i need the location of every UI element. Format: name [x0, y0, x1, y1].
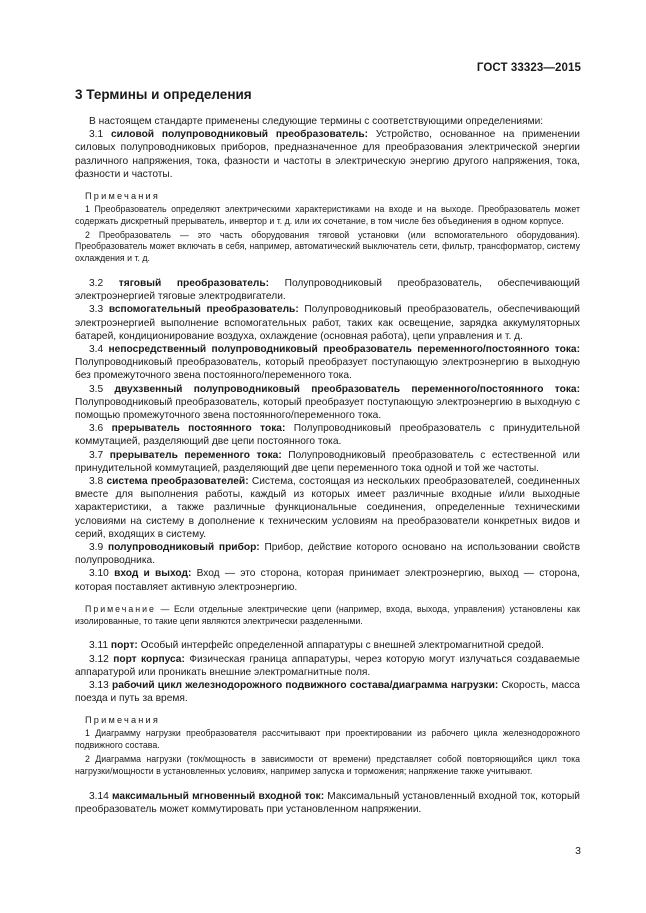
term-number: 3.3: [89, 304, 104, 316]
term-3-7: [75, 449, 580, 475]
term-definition: Физическая граница аппаратуры, через которую могут излучаться создаваемые аппаратурой или проникать внешние электромагнитные поля.: [75, 653, 580, 678]
term-3-5: [75, 383, 580, 423]
term-name: полупроводниковый прибор:: [107, 542, 260, 554]
intro-paragraph: В настоящем стандарте применены следующие термины с соответствующими определениями:: [89, 116, 544, 127]
term-definition: Полупроводниковый преобразователь с естественной или принудительной коммутацией, разделяющий две цепи переменного тока одной и той же частоты.: [75, 449, 580, 474]
term-definition: Скорость, масса поезда и путь за время.: [75, 680, 580, 705]
term-number: 3.2: [89, 278, 104, 289]
term-definition: Устройство, основанное на применении силовых полупроводниковых приборов, предназначенное для преобразования электрической энергии различного напряжения, тока, фазности и частоты в электрическую энергию другого напряжения, тока, фазности и частоты.: [75, 129, 580, 180]
term-definition: Полупроводниковый преобразователь, который преобразует поступающую электроэнергию в выходную без промежуточного звена постоянного/переменного тока.: [75, 357, 580, 382]
term-name: вспомогательный преобразователь:: [108, 304, 299, 316]
term-number: 3.13: [89, 680, 109, 692]
term-name: непосредственный полупроводниковый преобразователь переменного/постоянного тока:: [108, 344, 580, 356]
term-definition: Вход — это сторона, которая принимает электроэнергию, выход — сторона, которая поставляет активную электроэнергию.: [75, 568, 580, 593]
term-name: порт:: [110, 640, 138, 652]
term-name: система преобразователей:: [106, 476, 249, 488]
term-3-1: [75, 128, 580, 181]
standard-number: ГОСТ 33323—2015: [476, 62, 581, 74]
term-3-6: [75, 422, 580, 448]
notes-block-1: [75, 191, 580, 265]
term-3-3: [75, 303, 580, 343]
term-3-4: [75, 343, 580, 383]
term-definition: Полупроводниковый преобразователь, который преобразует поступающую электроэнергию в выходную с помощью промежуточного звена постоянного/переменного тока.: [75, 396, 580, 422]
term-number: 3.14: [89, 790, 109, 802]
note-item: 1 Диаграмму нагрузки преобразователя рассчитывают при проектировании из рабочего цикла железнодорожного подвижного состава.: [75, 728, 580, 751]
term-3-8: [75, 475, 580, 541]
term-number: 3.5: [89, 383, 104, 395]
term-definition: Максимальный установленный входной ток, который преобразователь может коммутировать при установленном напряжении.: [75, 790, 580, 815]
note-text: — Если отдельные электрические цепи (например, входа, выхода, управления) установлены как изолированные, то такие цепи являются электрически разделенными.: [75, 603, 580, 626]
term-3-9: [75, 541, 580, 567]
term-number: 3.9: [89, 542, 104, 554]
note-single: [75, 604, 580, 628]
note-item: 1 Преобразователь определяют электрическими характеристиками на входе и на выходе. Преобразователь может содержать дискретный прерыватель, инвертор и т. д. или их сочетание, в том числе без объединения в одном корпусе.: [75, 204, 580, 226]
term-3-13: [75, 679, 580, 705]
section-title: 3 Термины и определения: [75, 87, 252, 102]
term-3-11: [75, 639, 580, 652]
page-content: [75, 86, 580, 816]
term-definition: Полупроводниковый преобразователь, обеспечивающий электроэнергией тяговые электродвигатели.: [75, 278, 580, 303]
term-definition: Прибор, действие которого основано на использовании свойств полупроводника.: [75, 542, 580, 567]
page-number: 3: [575, 845, 581, 857]
term-3-14: [75, 790, 580, 816]
term-definition: Система, состоящая из нескольких преобразователей, соединенных вместе для выполнения работы, каждый из которых имеет различные входные и/или выходные характеристики, а также различные функциональные соединения, определенные техническими условиями на систему в дополнение к техническим условиям на преобразователи конкретных видов и серий, входящих в систему.: [75, 476, 580, 540]
term-name: тяговый преобразователь:: [118, 278, 270, 289]
term-name: силовой полупроводниковый преобразователь:: [110, 129, 369, 141]
term-name: максимальный мгновенный входной ток:: [112, 790, 325, 802]
term-number: 3.4: [89, 344, 104, 356]
notes-heading: Примечания: [85, 715, 161, 726]
term-name: порт корпуса:: [113, 653, 185, 665]
term-name: прерыватель постоянного тока:: [111, 423, 286, 435]
notes-block-3: [75, 715, 580, 777]
term-definition: Особый интерфейс определенной аппаратуры с внешней электромагнитной средой.: [140, 640, 544, 652]
term-definition: Полупроводниковый преобразователь, обеспечивающий электроэнергией выполнение вспомогательных работ, таких как освещение, зарядка аккумуляторных батарей, кондиционирование воздуха, охлаждение (основная работа), цепи управления и т. д.: [75, 304, 580, 342]
note-label: Примечание: [85, 603, 156, 614]
note-item: 2 Преобразователь — это часть оборудования тяговой установки (или вспомогательного оборудования). Преобразователь может включать в себя, например, автоматический выключатель сети, фильтр, трансформатор, систему охлаждения и т. д.: [75, 229, 580, 264]
term-3-10: [75, 567, 580, 593]
term-number: 3.8: [89, 476, 104, 488]
term-number: 3.10: [89, 568, 109, 580]
notes-heading: Примечания: [85, 191, 161, 202]
term-definition: Полупроводниковый преобразователь с принудительной коммутацией, разделяющий две цепи постоянного тока.: [75, 423, 580, 448]
term-number: 3.12: [89, 653, 109, 665]
term-3-12: [75, 653, 580, 679]
term-name: вход и выход:: [114, 568, 192, 580]
term-number: 3.1: [89, 129, 104, 141]
term-name: двухзвенный полупроводниковый преобразователь переменного/постоянного тока:: [114, 383, 580, 395]
term-number: 3.7: [89, 449, 104, 461]
note-item: 2 Диаграмма нагрузки (ток/мощность в зависимости от времени) представляет собой повторяющийся цикл тока нагрузки/мощности в установленных условиях, например запуска и торможения; напряжение также учитывают.: [75, 754, 580, 776]
term-number: 3.6: [89, 423, 104, 435]
term-number: 3.11: [89, 640, 109, 652]
term-name: рабочий цикл железнодорожного подвижного состава/диаграмма нагрузки:: [112, 680, 499, 692]
term-3-2: [75, 277, 580, 303]
term-name: прерыватель переменного тока:: [109, 449, 282, 461]
